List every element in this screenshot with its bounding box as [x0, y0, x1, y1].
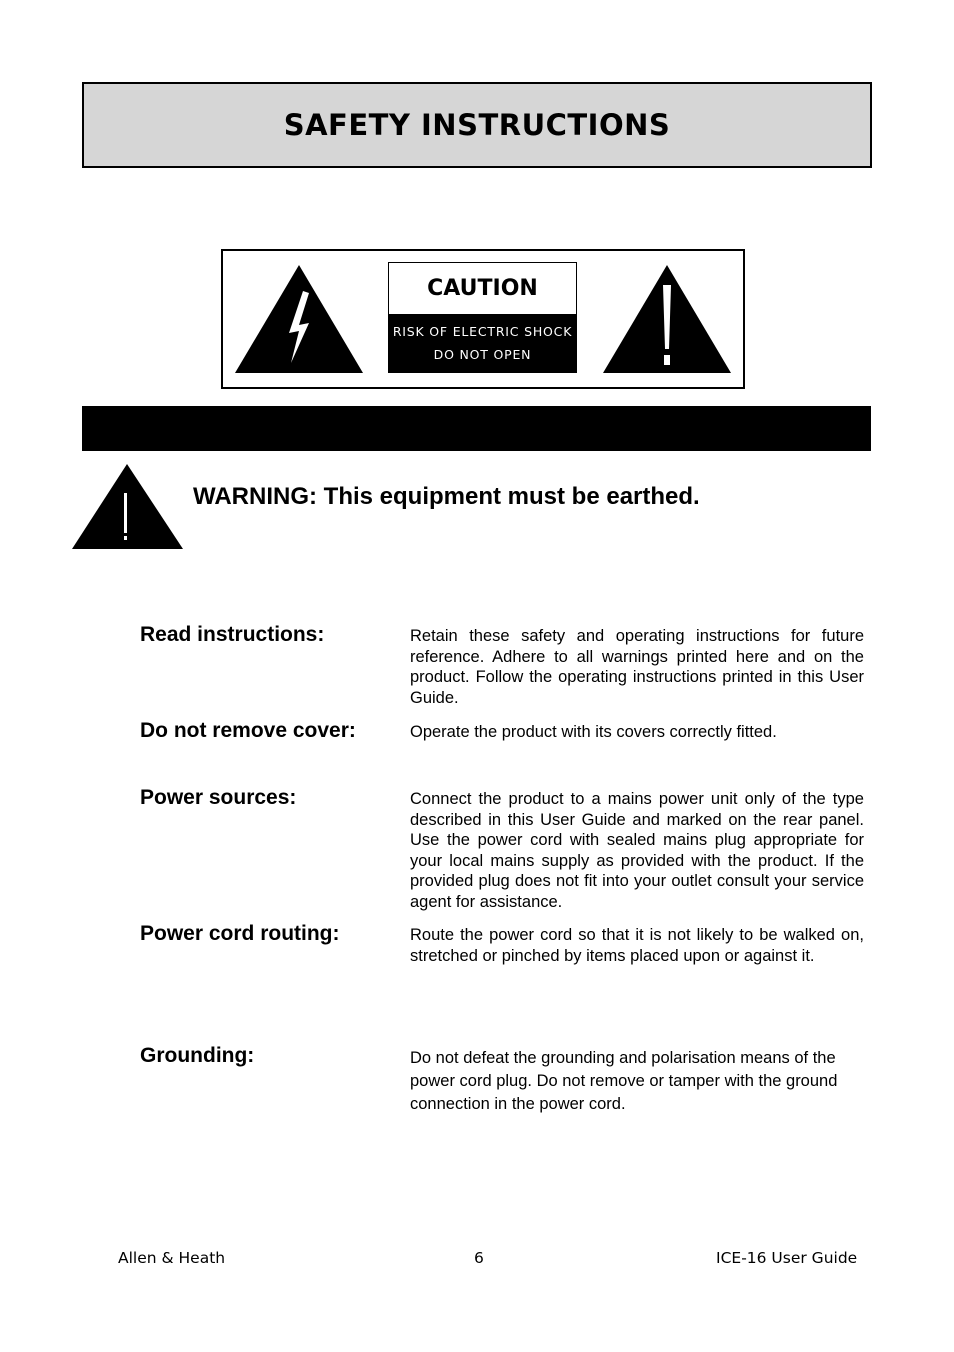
- footer-doc-title: ICE-16 User Guide: [716, 1249, 858, 1267]
- instruction-term: Read instructions:: [140, 623, 325, 646]
- caution-heading: CAUTION: [427, 276, 538, 301]
- caution-panel: [221, 249, 745, 389]
- title-box: [82, 82, 872, 168]
- instruction-text: Connect the product to a mains power unit only of the type described in this User Guide and marked on the rear panel. Use the power cord with sealed mains plug appropriate for your local mains supply as provided with the product. If the provided plug does not fit into your outlet consult your service agent for assistance.: [410, 790, 864, 911]
- instruction-term: Do not remove cover:: [140, 719, 356, 742]
- warning-text: WARNING: This equipment must be earthed.: [193, 483, 700, 510]
- instruction-text: Do not defeat the grounding and polarisation means of the power cord plug. Do not remove or tamper with the ground connection in the power cord.: [410, 1049, 838, 1113]
- instruction-term: Grounding:: [140, 1044, 255, 1067]
- instruction-term: Power cord routing:: [140, 922, 340, 945]
- lightning-warning-icon: [233, 263, 365, 375]
- exclamation-warning-icon: [71, 463, 185, 550]
- caution-body: [389, 314, 576, 372]
- exclamation-warning-icon: [601, 263, 733, 375]
- caution-line-1: RISK OF ELECTRIC SHOCK: [392, 324, 573, 339]
- instruction-text: Route the power cord so that it is not likely to be walked on, stretched or pinched by items placed upon or against it.: [410, 926, 864, 965]
- footer-company: Allen & Heath: [118, 1249, 226, 1267]
- caution-line-2: DO NOT OPEN: [433, 347, 532, 362]
- caution-label: [388, 262, 577, 373]
- footer-page-number: 6: [474, 1249, 484, 1267]
- instruction-term: Power sources:: [140, 786, 297, 809]
- instruction-text: Operate the product with its covers correctly fitted.: [410, 723, 777, 741]
- instruction-text: Retain these safety and operating instructions for future reference. Adhere to all warnings printed here and on the product. Follow the operating instructions printed in this User Guide.: [410, 627, 864, 707]
- page-title: SAFETY INSTRUCTIONS: [283, 108, 671, 142]
- black-band: [82, 406, 871, 451]
